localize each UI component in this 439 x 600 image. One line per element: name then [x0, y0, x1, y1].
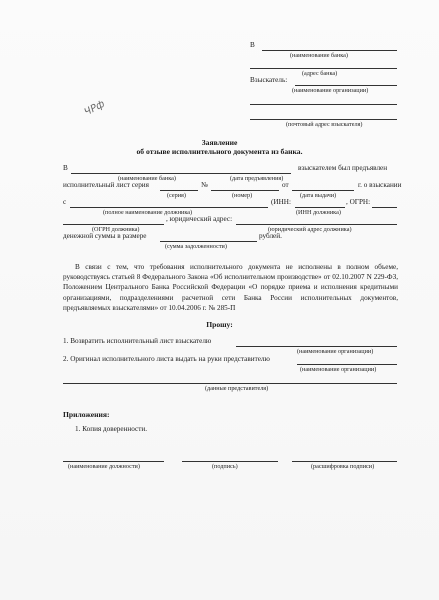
signature-line: [182, 461, 278, 462]
title-line-1: Заявление: [201, 138, 238, 147]
debtor-name-line: [70, 207, 268, 208]
request-item-1-caption: (наименование организации): [297, 348, 374, 355]
rep-data-line: [63, 383, 397, 384]
cap-date-presented: (дата предъявления): [230, 175, 284, 182]
bank-address-caption: (адрес банка): [302, 70, 338, 77]
p2-number-sign: №: [201, 181, 208, 189]
p2-prefix: исполнительный лист серия: [63, 181, 149, 189]
request-heading: Прошу:: [206, 320, 233, 329]
bank-name-line: [262, 50, 397, 51]
request-item-1-line: [236, 346, 397, 347]
bank-name-caption: (наименование банка): [290, 52, 348, 59]
handwritten-note: ЧРф: [82, 98, 107, 119]
cap-issue-date: (дата выдачи): [300, 192, 337, 199]
p1-bank-line: [71, 173, 291, 174]
claimant-name-line: [295, 85, 397, 86]
decoding-caption: (расшифровка подписи): [311, 463, 375, 470]
decoding-line: [292, 461, 397, 462]
request-item-2-line: [297, 364, 397, 365]
p3-inn: (ИНН:: [271, 198, 291, 206]
cap-debt-amount: (сумма задолженности): [165, 243, 227, 250]
p4-legal-addr: , юридический адрес:: [166, 215, 233, 223]
cap-debtor-name: (полное наименование должника): [103, 209, 193, 216]
cap-inn-debtor: (ИНН должника): [296, 209, 341, 216]
p1-prefix: В: [63, 164, 68, 172]
position-line: [63, 461, 164, 462]
signature-caption: (подпись): [212, 463, 238, 470]
main-paragraph: В связи с тем, что требования исполнительного документа не исполнены в полном объеме, руководствуясь статьей 8 Федерального Закона «Об исполнительном производстве» от 02.10.2007 N 229-ФЗ, Положением Центрального Банка Российской Федерации «О порядке приема и исполнения кредитными организациями, подразделениями расчетной сети Банка России исполнительных документов, предъявляемых взыскателями» от 10.04.2006 г. № 285-П: [63, 263, 398, 312]
claimant-address-line-2: [250, 119, 397, 120]
position-caption: (наименование должности): [68, 463, 140, 470]
p1-suffix: взыскателем был предъявлен: [298, 164, 388, 172]
claimant-address-caption: (почтовый адрес взыскателя): [286, 121, 363, 128]
p2-from: от: [282, 181, 289, 189]
p2-suffix: г. о взыскании: [358, 181, 402, 189]
bank-address-line: [250, 68, 397, 69]
number-line: [211, 190, 279, 191]
inn-line: [295, 207, 345, 208]
cap-ogrn-debtor: (ОГРН должника): [92, 226, 140, 233]
claimant-address-line-1: [250, 104, 397, 105]
cap-legal-addr-debtor: (юридический адрес должника): [268, 226, 352, 233]
p5-prefix: денежной суммы в размере: [63, 232, 147, 240]
attachments-heading: Приложения:: [63, 410, 110, 419]
ogrn-cont-line: [63, 224, 164, 225]
title-line-2: об отзыве исполнительного документа из банка.: [136, 147, 303, 156]
claimant-label: Взыскатель:: [250, 76, 288, 84]
series-line: [160, 190, 198, 191]
p5-suffix: рублей.: [259, 232, 282, 240]
to-prefix: В: [250, 41, 255, 49]
legal-addr-line: [236, 224, 397, 225]
attachment-item-1: 1. Копия доверенности.: [75, 425, 148, 433]
debt-amount-line: [160, 241, 257, 242]
cap-series: (серия): [167, 192, 186, 199]
rep-caption: (данные представителя): [205, 385, 269, 392]
p3-prefix: с: [63, 198, 67, 206]
issue-date-line: [292, 190, 354, 191]
ogrn-line: [372, 207, 397, 208]
request-item-1: 1. Возвратить исполнительный лист взыскателю: [63, 337, 212, 345]
p3-ogrn: , ОГРН:: [346, 198, 371, 206]
request-item-2-caption: (наименование организации): [300, 366, 377, 373]
request-item-2: 2. Оригинал исполнительного листа выдать на руки представителю: [63, 355, 270, 363]
cap-bank: (наименование банка): [118, 175, 176, 182]
cap-number: (номер): [232, 192, 253, 199]
claimant-name-caption: (наименование организации): [292, 87, 369, 94]
